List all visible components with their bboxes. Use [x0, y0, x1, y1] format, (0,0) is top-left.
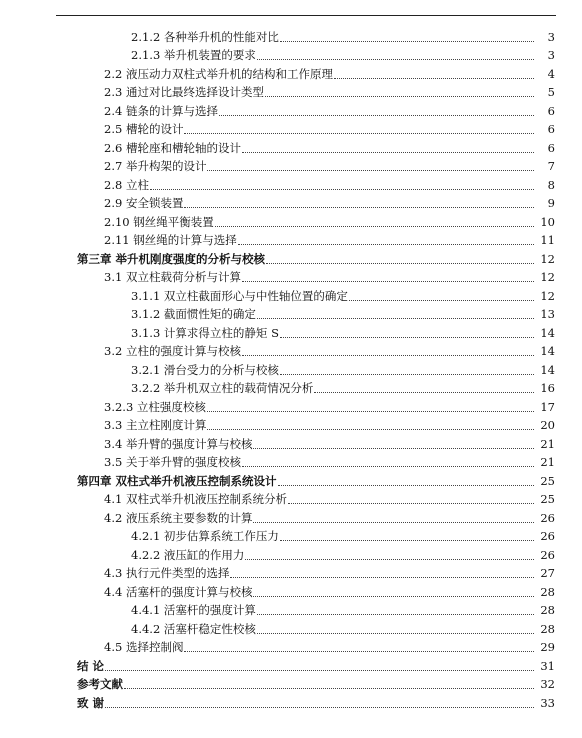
toc-entry[interactable] — [0, 525, 582, 544]
dot-leader — [265, 96, 534, 97]
toc-entry-title: 3.2 立柱的强度计算与校核 — [104, 344, 241, 358]
toc-entry-page-number: 29 — [540, 640, 555, 654]
toc-entry-title: 2.5 槽轮的设计 — [104, 122, 184, 136]
dot-leader — [105, 707, 534, 708]
toc-entry-title: 3.1 双立柱载荷分析与计算 — [104, 270, 241, 284]
toc-entry-title: 2.7 举升构架的设计 — [104, 159, 207, 173]
toc-chapter-entry[interactable] — [0, 247, 582, 266]
toc-entry-title: 4.4.2 活塞杆稳定性校核 — [131, 621, 256, 636]
toc-entry[interactable] — [0, 44, 582, 63]
toc-entry-title: 致 谢 — [77, 695, 105, 710]
toc-entry[interactable] — [0, 414, 582, 433]
toc-entry-page-number: 28 — [540, 621, 555, 636]
toc-entry[interactable] — [0, 395, 582, 414]
toc-chapter-entry[interactable] — [0, 469, 582, 488]
toc-entry-title: 4.4 活塞杆的强度计算与校核 — [104, 584, 253, 599]
toc-entry[interactable] — [0, 377, 582, 396]
dot-leader — [257, 318, 534, 319]
toc-entry-title: 结 论 — [77, 658, 105, 673]
dot-leader — [257, 59, 534, 60]
toc-entry-page-number: 25 — [540, 473, 555, 488]
toc-entry-title: 3.5 关于举升臂的强度校核 — [104, 455, 241, 469]
toc-entry-title: 4.1 双柱式举升机液压控制系统分析 — [104, 492, 287, 506]
toc-entry[interactable] — [0, 25, 582, 44]
dot-leader — [266, 263, 534, 264]
toc-entry-page-number: 33 — [540, 695, 555, 710]
dot-leader — [150, 189, 534, 190]
toc-entry[interactable] — [0, 303, 582, 322]
toc-entry-page-number: 27 — [540, 566, 555, 580]
toc-entry[interactable] — [0, 580, 582, 599]
toc-entry[interactable] — [0, 99, 582, 118]
toc-entry-title: 3.3 主立柱刚度计算 — [104, 418, 207, 432]
toc-entry[interactable] — [0, 617, 582, 636]
toc-entry-title: 3.2.3 立柱强度校核 — [104, 399, 206, 414]
dot-leader — [238, 244, 534, 245]
toc-entry-title: 2.6 槽轮座和槽轮轴的设计 — [104, 140, 241, 155]
dot-leader — [242, 466, 534, 467]
toc-entry[interactable] — [0, 506, 582, 525]
toc-entry-page-number: 12 — [540, 288, 555, 303]
dot-leader — [242, 355, 534, 356]
toc-entry-page-number: 6 — [547, 103, 555, 118]
toc-entry-title: 2.9 安全锁装置 — [104, 196, 184, 210]
toc-entry-title: 2.11 钢丝绳的计算与选择 — [104, 233, 237, 247]
dot-leader — [207, 429, 534, 430]
toc-entry[interactable] — [0, 488, 582, 507]
toc-entry-page-number: 9 — [547, 196, 555, 210]
dot-leader — [184, 651, 534, 652]
dot-leader — [280, 540, 534, 541]
dot-leader — [215, 226, 534, 227]
toc-entry[interactable] — [0, 136, 582, 155]
toc-entry-page-number: 25 — [540, 492, 555, 506]
toc-entry[interactable] — [0, 229, 582, 248]
dot-leader — [242, 281, 534, 282]
toc-entry-page-number: 26 — [540, 529, 555, 543]
dot-leader — [280, 374, 534, 375]
dot-leader — [219, 115, 534, 116]
toc-chapter-entry[interactable] — [0, 691, 582, 710]
toc-entry-page-number: 26 — [540, 547, 555, 562]
dot-leader — [245, 559, 534, 560]
toc-entry-page-number: 12 — [540, 270, 555, 284]
toc-entry-title: 2.1.2 各种举升机的性能对比 — [131, 29, 279, 44]
toc-entry[interactable] — [0, 340, 582, 359]
toc-entry-page-number: 17 — [540, 399, 555, 414]
dot-leader — [105, 670, 534, 671]
toc-entry[interactable] — [0, 599, 582, 618]
toc-entry[interactable] — [0, 451, 582, 470]
toc-entry-title: 参考文献 — [77, 677, 123, 691]
toc-entry-title: 4.4.1 活塞杆的强度计算 — [131, 603, 256, 617]
toc-entry-title: 2.8 立柱 — [104, 177, 149, 192]
toc-entry[interactable] — [0, 173, 582, 192]
toc-chapter-entry[interactable] — [0, 654, 582, 673]
toc-entry[interactable] — [0, 432, 582, 451]
toc-entry[interactable] — [0, 266, 582, 285]
toc-entry[interactable] — [0, 284, 582, 303]
toc-entry-page-number: 14 — [540, 344, 555, 358]
toc-entry-page-number: 32 — [540, 677, 555, 691]
dot-leader — [288, 503, 534, 504]
toc-entry-page-number: 20 — [540, 418, 555, 432]
toc-entry-title: 3.4 举升臂的强度计算与校核 — [104, 436, 253, 451]
toc-entry-title: 2.2 液压动力双柱式举升机的结构和工作原理 — [104, 66, 333, 81]
toc-entry-page-number: 21 — [540, 455, 555, 469]
toc-entry-page-number: 4 — [547, 66, 555, 81]
toc-entry[interactable] — [0, 358, 582, 377]
dot-leader — [349, 300, 534, 301]
dot-leader — [257, 633, 534, 634]
toc-entry-title: 4.2 液压系统主要参数的计算 — [104, 510, 253, 525]
dot-leader — [207, 411, 534, 412]
toc-entry[interactable] — [0, 81, 582, 100]
dot-leader — [280, 41, 534, 42]
toc-entry-title: 3.1.2 截面惯性矩的确定 — [131, 307, 256, 321]
toc-entry-title: 3.2.1 滑台受力的分析与校核 — [131, 362, 279, 377]
toc-entry-page-number: 14 — [540, 362, 555, 377]
header-rule — [56, 15, 556, 16]
toc-entry-title: 4.5 选择控制阀 — [104, 640, 184, 654]
toc-entry-page-number: 13 — [540, 307, 555, 321]
dot-leader — [253, 596, 534, 597]
dot-leader — [184, 207, 534, 208]
toc-entry[interactable] — [0, 155, 582, 174]
dot-leader — [314, 392, 534, 393]
toc-entry[interactable] — [0, 321, 582, 340]
toc-entry-page-number: 5 — [547, 85, 555, 99]
toc-entry-page-number: 28 — [540, 603, 555, 617]
toc-entry-page-number: 7 — [547, 159, 555, 173]
toc-entry-page-number: 14 — [540, 325, 555, 340]
dot-leader — [253, 522, 534, 523]
toc-entry-title: 4.3 执行元件类型的选择 — [104, 566, 230, 580]
toc-entry-title: 4.2.2 液压缸的作用力 — [131, 547, 245, 562]
toc-entry-title: 2.10 钢丝绳平衡装置 — [104, 214, 214, 229]
toc-entry[interactable] — [0, 543, 582, 562]
toc-entry-page-number: 16 — [540, 381, 555, 395]
toc-entry-title: 3.1.1 双立柱截面形心与中性轴位置的确定 — [131, 288, 348, 303]
toc-entry-page-number: 8 — [547, 177, 555, 192]
toc-entry-page-number: 21 — [540, 436, 555, 451]
dot-leader — [278, 485, 534, 486]
toc-entry-page-number: 28 — [540, 584, 555, 599]
toc-entry-page-number: 31 — [540, 658, 555, 673]
toc-entry[interactable] — [0, 210, 582, 229]
toc-entry-title: 第三章 举升机刚度强度的分析与校核 — [77, 251, 266, 266]
dot-leader — [207, 170, 534, 171]
toc-entry-title: 2.4 链条的计算与选择 — [104, 103, 218, 118]
toc-entry-title: 3.2.2 举升机双立柱的载荷情况分析 — [131, 381, 314, 395]
toc-entry-title: 3.1.3 计算求得立柱的静矩 S — [131, 325, 279, 340]
dot-leader — [253, 448, 534, 449]
toc-entry[interactable] — [0, 118, 582, 137]
dot-leader — [124, 688, 534, 689]
toc-entry-page-number: 6 — [547, 140, 555, 155]
toc-entry-page-number: 12 — [540, 251, 555, 266]
toc-entry-title: 4.2.1 初步估算系统工作压力 — [131, 529, 279, 543]
dot-leader — [280, 337, 534, 338]
dot-leader — [184, 133, 534, 134]
dot-leader — [334, 78, 534, 79]
dot-leader — [242, 152, 534, 153]
toc-entry-page-number: 26 — [540, 510, 555, 525]
toc-entry[interactable] — [0, 62, 582, 81]
toc-entry[interactable] — [0, 192, 582, 211]
toc-entry-page-number: 10 — [540, 214, 555, 229]
toc-entry-page-number: 6 — [547, 122, 555, 136]
toc-entry[interactable] — [0, 562, 582, 581]
toc-chapter-entry[interactable] — [0, 673, 582, 692]
toc-entry-page-number: 3 — [547, 48, 555, 62]
toc-entry-title: 2.3 通过对比最终选择设计类型 — [104, 85, 264, 99]
table-of-contents — [0, 25, 582, 710]
toc-entry[interactable] — [0, 636, 582, 655]
toc-entry-page-number: 3 — [547, 29, 555, 44]
dot-leader — [230, 577, 534, 578]
toc-entry-page-number: 11 — [540, 233, 555, 247]
dot-leader — [257, 614, 534, 615]
toc-entry-title: 2.1.3 举升机装置的要求 — [131, 48, 256, 62]
toc-entry-title: 第四章 双柱式举升机液压控制系统设计 — [77, 473, 277, 488]
